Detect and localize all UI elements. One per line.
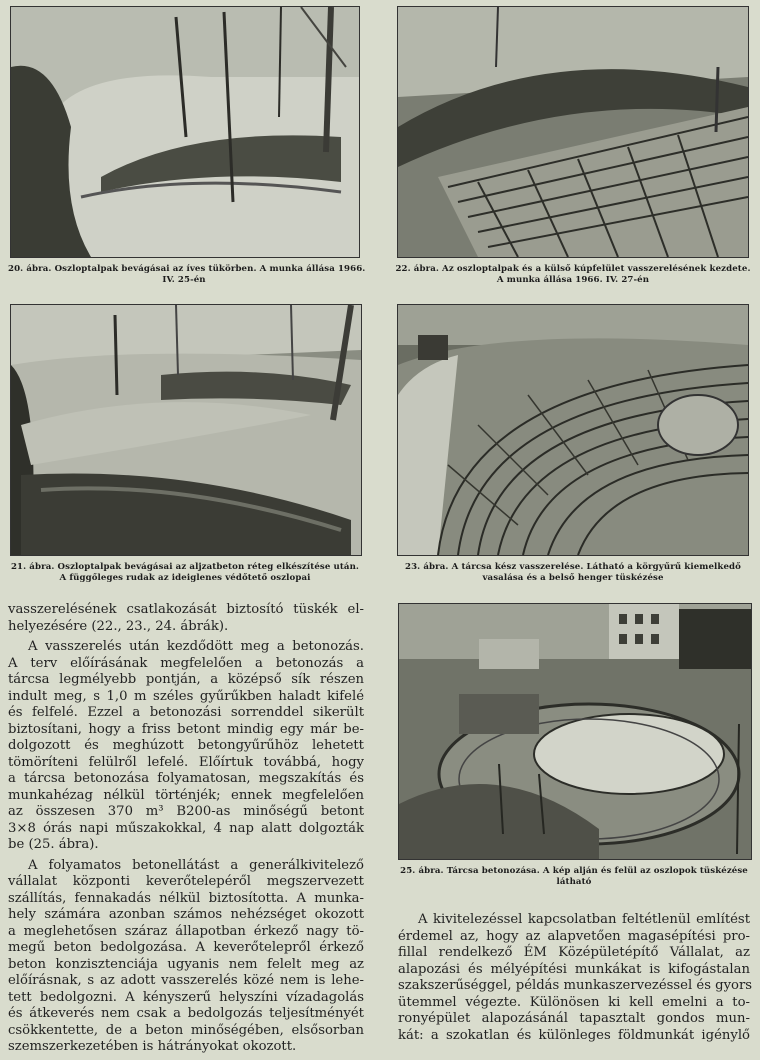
text-line: kát: a szokatlan és különleges földmunkát igénylő: [398, 1027, 750, 1043]
text-line: indult meg, s 1,0 m széles gyűrűkben haladt kifelé: [8, 688, 364, 704]
caption-line: A munka állása 1966. IV. 27-én: [496, 275, 650, 285]
text-line: alapozási és mélyépítési munkákat is kifogástalan: [398, 961, 750, 977]
text-line: és átkeverés nem csak a bedolgozás teljesítményét: [8, 1006, 364, 1021]
caption-line: A függőleges rudak az ideiglenes védőtető oszlopai: [59, 573, 311, 583]
paragraph: [8, 639, 364, 854]
caption-line: 22. ábra. Az oszloptalpak és a külső kúpfelület vasszerelésének kezdete.: [395, 264, 751, 274]
caption-line: vasalása és a belső henger tüskézése: [482, 573, 664, 583]
paragraph: [8, 602, 364, 635]
caption-line: 25. ábra. Tárcsa betonozása. A kép alján és felül az oszlopok tüskézése: [400, 866, 748, 876]
text-line: szállítás, fennakadás nélkül biztosította. A munka-: [8, 890, 364, 906]
figure-23-photo: [397, 304, 749, 556]
text-line: előírásnak, s az adott vasszerelés közé nem is lehe-: [8, 973, 364, 988]
caption-line: látható: [556, 877, 592, 887]
text-line: 3×8 órás napi műszakokkal, 4 nap alatt dolgozták: [8, 820, 364, 836]
caption-line: 23. ábra. A tárcsa kész vasszerelése. Látható a körgyűrű kiemelkedő: [405, 562, 741, 572]
text-line: a meglehetősen száraz állapotban érkező nagy tö-: [8, 923, 364, 939]
figure-20-photo: [10, 6, 360, 258]
figure-21-photo: [10, 304, 362, 556]
text-line: A terv előírásának megfelelően a betonozás a: [8, 655, 364, 671]
figure-20-caption: [8, 264, 366, 286]
text-line: biztosítani, hogy a friss betont mindig egy már be-: [8, 721, 364, 737]
text-line: beton konzisztenciája ugyanis nem felelt meg az: [8, 956, 364, 972]
figure-23-caption: [395, 562, 751, 584]
figure-22-photo: [397, 6, 749, 258]
text-line: szakszerűséggel, példás munkaszervezéssel és gyors: [398, 978, 753, 993]
text-line: A kivitelezéssel kapcsolatban feltétlenül említést: [418, 912, 750, 927]
text-line: a tárcsa betonozása folyamatosan, megszakítás és: [8, 771, 364, 786]
text-line: A folyamatos betonellátást a generálkivitelező: [28, 857, 364, 873]
figure-22-caption: [395, 264, 751, 286]
text-line: csökkentette, de a beton minőségében, elsősorban: [8, 1022, 364, 1038]
text-line: hely számára azonban számos nehézséget okozott: [8, 907, 364, 922]
text-line: fillal rendelkező ÉM Középületépítő Vállalat, az: [398, 945, 750, 960]
text-line: be (25. ábra).: [8, 837, 99, 852]
right-column-text: [398, 912, 753, 1048]
caption-line: IV. 25-én: [162, 275, 206, 285]
text-line: és felfelé. Ezzel a betonozási sorrenddel sikerült: [8, 705, 364, 720]
figure-21-caption: [6, 562, 364, 584]
text-line: szemszerkezetében is hátrányokat okozott.: [8, 1039, 297, 1054]
text-line: munkahézag nélkül történjék; ennek megfelelően: [8, 787, 364, 803]
text-line: tömöríteni felülről lefelé. Előírtuk továbbá, hogy: [8, 754, 364, 770]
caption-line: 21. ábra. Oszloptalpak bevágásai az aljzatbeton réteg elkészítése után.: [10, 562, 360, 572]
text-line: ronyépület alapozásánál tapasztalt gondos mun-: [398, 1011, 750, 1026]
figure-25-caption: [394, 866, 754, 888]
paragraph: [8, 858, 364, 1056]
text-line: A vasszerelés után kezdődött meg a betonozás.: [28, 639, 364, 654]
text-line: az összesen 370 m³ B200-as minőségű betont: [8, 804, 364, 819]
text-line: érdemel az, hogy az alapvetően magasépítési pro-: [398, 928, 750, 944]
left-column-text: [8, 602, 364, 1060]
text-line: ütemmel végezte. Különösen ki kell emelni a to-: [398, 994, 750, 1010]
paragraph: [398, 912, 753, 1044]
text-line: vállalat központi keverőtelepéről megszervezett: [8, 874, 364, 889]
figure-25-photo: [398, 603, 752, 860]
text-line: vasszerelésének csatlakozását biztosító tüskék el-: [8, 602, 364, 617]
text-line: tett bedolgozni. A kényszerű helyszíni vízadagolás: [8, 989, 364, 1005]
text-line: tárcsa legmélyebb pontján, a középső sík részen: [8, 672, 364, 687]
text-line: megű beton bedolgozása. A keverőtelepről érkező: [8, 940, 364, 955]
caption-line: 20. ábra. Oszloptalpak bevágásai az íves tükörben. A munka állása 1966.: [8, 264, 366, 274]
text-line: dolgozott és meghúzott betongyűrűhöz lehetett: [8, 738, 364, 753]
text-line: helyezésére (22., 23., 24. ábrák).: [8, 618, 229, 634]
